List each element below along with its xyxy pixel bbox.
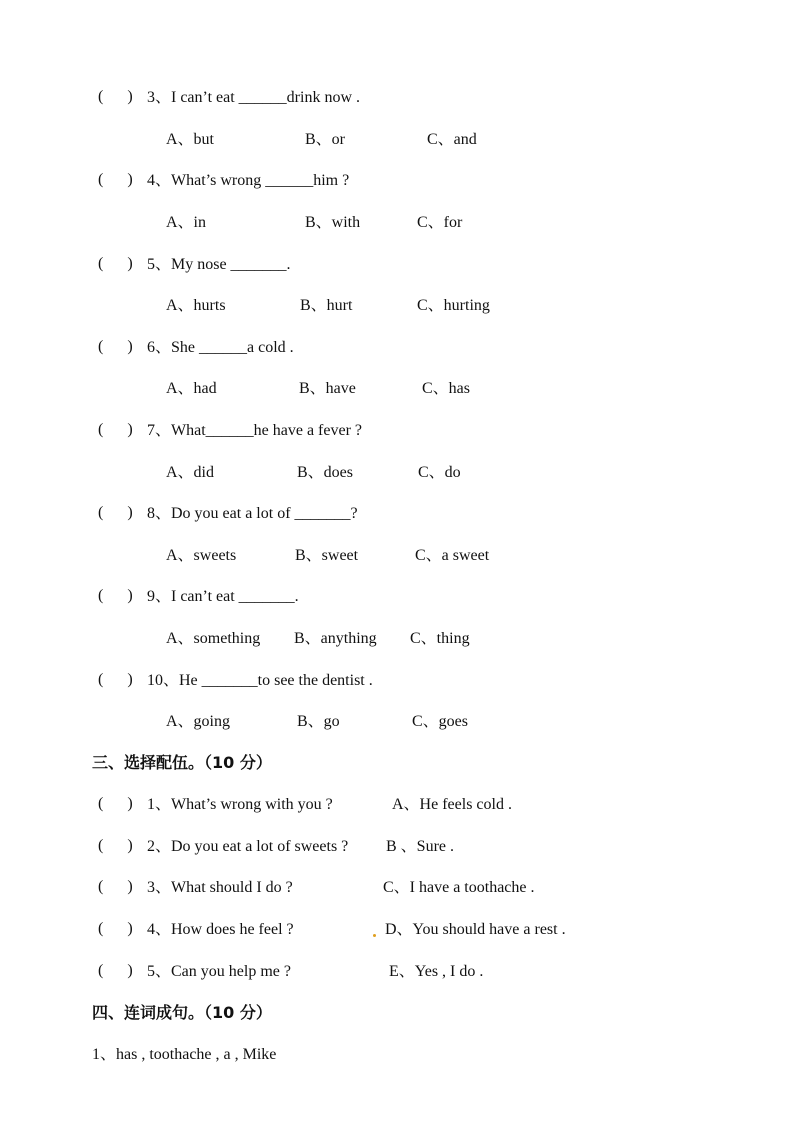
section-3-title: 三、选择配伍。（10 分） xyxy=(92,753,272,772)
option-c: C、do xyxy=(418,464,461,481)
option-b: B、anything xyxy=(294,630,377,647)
match-question: 4、How does he feel ? xyxy=(147,921,294,938)
answer-bracket[interactable]: ( ) xyxy=(98,920,133,937)
option-a: A、something xyxy=(166,630,261,647)
answer-bracket[interactable]: ( ) xyxy=(98,837,133,854)
stray-mark xyxy=(373,934,376,937)
option-b: B、does xyxy=(297,464,354,481)
answer-bracket[interactable]: ( ) xyxy=(98,795,133,812)
option-c: C、goes xyxy=(412,713,469,730)
answer-bracket[interactable]: ( ) xyxy=(98,171,133,188)
question-stem: 7、What______he have a fever ? xyxy=(147,422,363,439)
answer-bracket[interactable]: ( ) xyxy=(98,671,133,688)
match-answer: E、Yes , I do . xyxy=(389,963,484,980)
question-stem: 8、Do you eat a lot of _______? xyxy=(147,505,358,522)
question-stem: 6、She ______a cold . xyxy=(147,339,294,356)
option-c: C、for xyxy=(417,214,463,231)
question-stem: 9、I can’t eat _______. xyxy=(147,588,299,605)
question-stem: 4、What’s wrong ______him ? xyxy=(147,172,350,189)
answer-bracket[interactable]: ( ) xyxy=(98,88,133,105)
option-b: B、or xyxy=(305,131,346,148)
option-a: A、but xyxy=(166,131,215,148)
question-stem: 3、I can’t eat ______drink now . xyxy=(147,89,360,106)
sentence-item-1: 1、has , toothache , a , Mike xyxy=(92,1046,277,1063)
option-c: C、has xyxy=(422,380,471,397)
option-b: B、go xyxy=(297,713,340,730)
option-a: A、going xyxy=(166,713,231,730)
option-c: C、thing xyxy=(410,630,470,647)
answer-bracket[interactable]: ( ) xyxy=(98,587,133,604)
answer-bracket[interactable]: ( ) xyxy=(98,962,133,979)
match-answer: D、You should have a rest . xyxy=(385,921,566,938)
option-a: A、had xyxy=(166,380,217,397)
option-c: C、a sweet xyxy=(415,547,490,564)
question-stem: 5、My nose _______. xyxy=(147,256,291,273)
answer-bracket[interactable]: ( ) xyxy=(98,504,133,521)
match-question: 3、What should I do ? xyxy=(147,879,293,896)
option-a: A、sweets xyxy=(166,547,237,564)
match-question: 5、Can you help me ? xyxy=(147,963,291,980)
option-a: A、did xyxy=(166,464,215,481)
option-c: C、hurting xyxy=(417,297,490,314)
option-b: B、with xyxy=(305,214,361,231)
match-answer: B 、Sure . xyxy=(386,838,455,855)
match-answer: C、I have a toothache . xyxy=(383,879,535,896)
match-question: 1、What’s wrong with you ? xyxy=(147,796,333,813)
answer-bracket[interactable]: ( ) xyxy=(98,255,133,272)
section-4-title: 四、连词成句。（10 分） xyxy=(92,1003,272,1022)
match-question: 2、Do you eat a lot of sweets ? xyxy=(147,838,349,855)
option-a: A、hurts xyxy=(166,297,226,314)
answer-bracket[interactable]: ( ) xyxy=(98,338,133,355)
option-b: B、hurt xyxy=(300,297,353,314)
option-b: B、sweet xyxy=(295,547,359,564)
answer-bracket[interactable]: ( ) xyxy=(98,878,133,895)
answer-bracket[interactable]: ( ) xyxy=(98,421,133,438)
option-c: C、and xyxy=(427,131,477,148)
option-b: B、have xyxy=(299,380,356,397)
question-stem: 10、He _______to see the dentist . xyxy=(147,672,373,689)
option-a: A、in xyxy=(166,214,207,231)
match-answer: A、He feels cold . xyxy=(392,796,512,813)
